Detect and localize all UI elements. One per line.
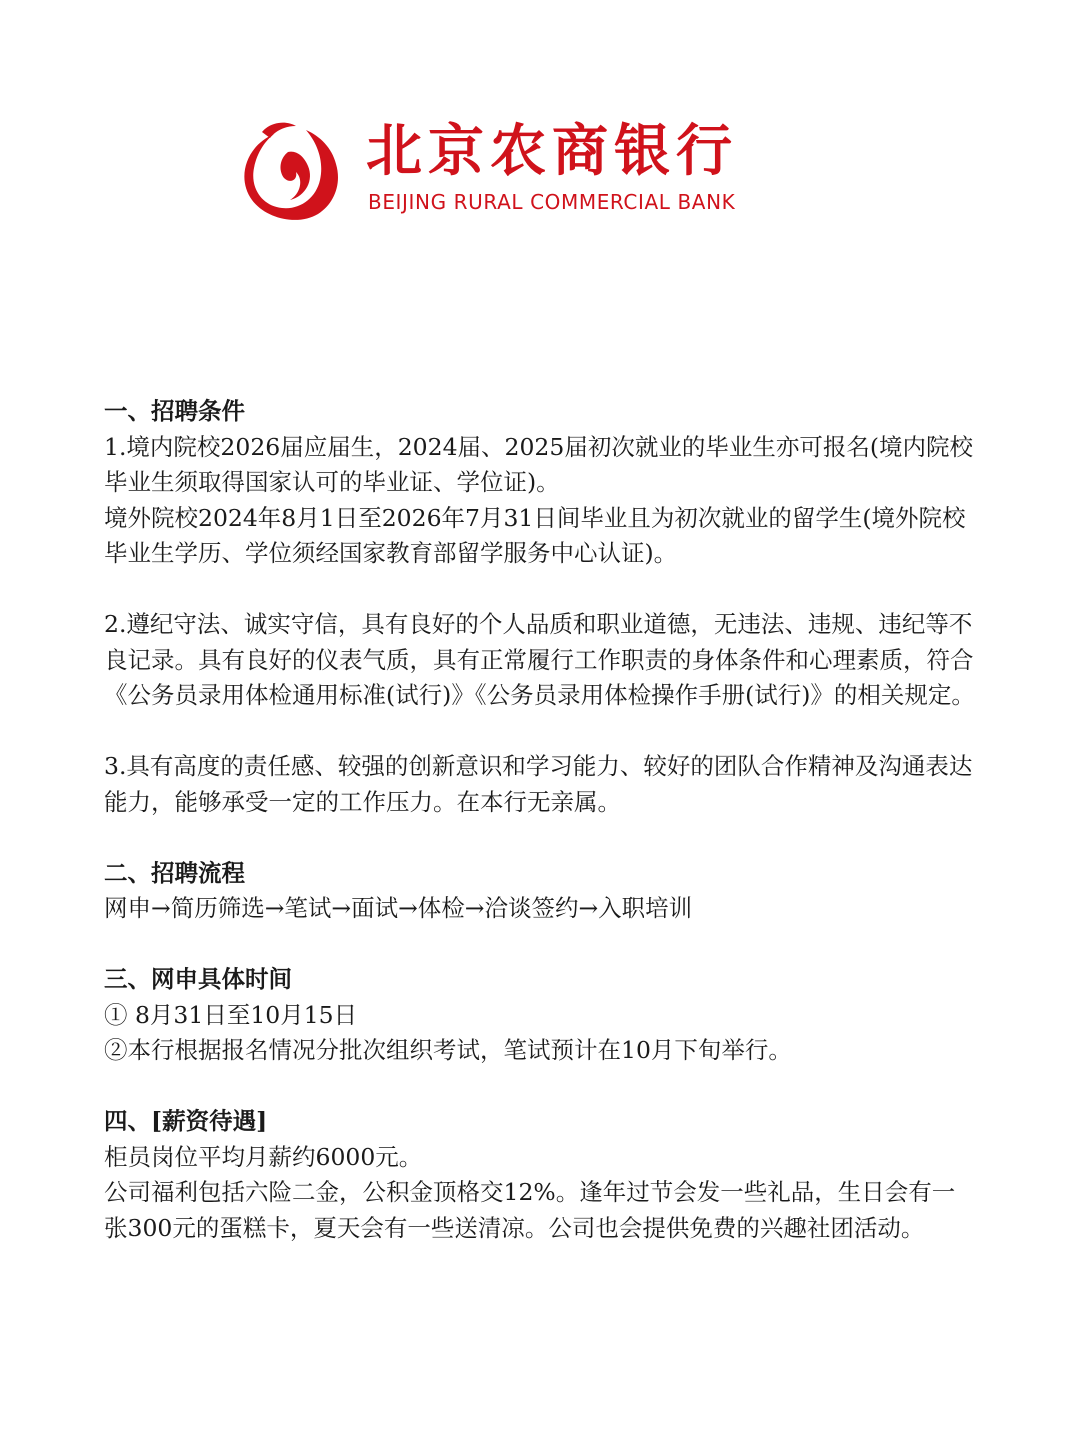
bank-logo: [232, 118, 832, 228]
requirement-item-1-overseas: 境外院校2024年8月1日至2026年7月31日间毕业且为初次就业的留学生(境外院校毕业生学历、学位须经国家教育部留学服务中心认证)。: [104, 503, 966, 567]
requirement-item-2: 2.遵纪守法、诚实守信，具有良好的个人品质和职业道德，无违法、违规、违纪等不良记录。具有良好的仪表气质，具有正常履行工作职责的身体条件和心理素质，符合《公务员录用体检通用标准(试行)》《公务员录用体检操作手册(试行)》的相关规定。: [104, 610, 975, 709]
requirement-item-1-domestic: 1.境内院校2026届应届生，2024届、2025届初次就业的毕业生亦可报名(境内院校毕业生须取得国家认可的毕业证、学位证)。: [104, 432, 974, 496]
timeline-item-2: ②本行根据报名情况分批次组织考试，笔试预计在10月下旬举行。: [104, 1036, 792, 1064]
spacer: [104, 1069, 976, 1105]
salary-line-1: 柜员岗位平均月薪约6000元。: [104, 1142, 423, 1171]
section-title-process: 二、招聘流程: [104, 858, 245, 887]
section-title-timeline: 三、网申具体时间: [104, 965, 292, 993]
bank-name-en: BEIJING RURAL COMMERCIAL BANK: [368, 190, 736, 214]
recruitment-content: [104, 394, 976, 1246]
spacer: [104, 820, 976, 856]
process-flow: 网申→简历筛选→笔试→面试→体检→洽谈签约→入职培训: [104, 894, 693, 922]
spacer: [104, 572, 976, 608]
section-title-requirements: 一、招聘条件: [104, 397, 245, 425]
salary-line-2: 公司福利包括六险二金，公积金顶格交12%。逢年过节会发一些礼品，生日会有一张300元的蛋糕卡，夏天会有一些送清凉。公司也会提供免费的兴趣社团活动。: [104, 1178, 956, 1242]
spacer: [104, 927, 976, 963]
spacer: [104, 714, 976, 750]
timeline-item-1: ① 8月31日至10月15日: [104, 1000, 358, 1029]
bank-swirl-logo-icon: [232, 118, 344, 224]
requirement-item-3: 3.具有高度的责任感、较强的创新意识和学习能力、较好的团队合作精神及沟通表达能力，能够承受一定的工作压力。在本行无亲属。: [104, 752, 973, 816]
section-title-salary: 四、[薪资待遇]: [104, 1107, 268, 1135]
bank-name-cn: 北京农商银行: [366, 119, 738, 184]
